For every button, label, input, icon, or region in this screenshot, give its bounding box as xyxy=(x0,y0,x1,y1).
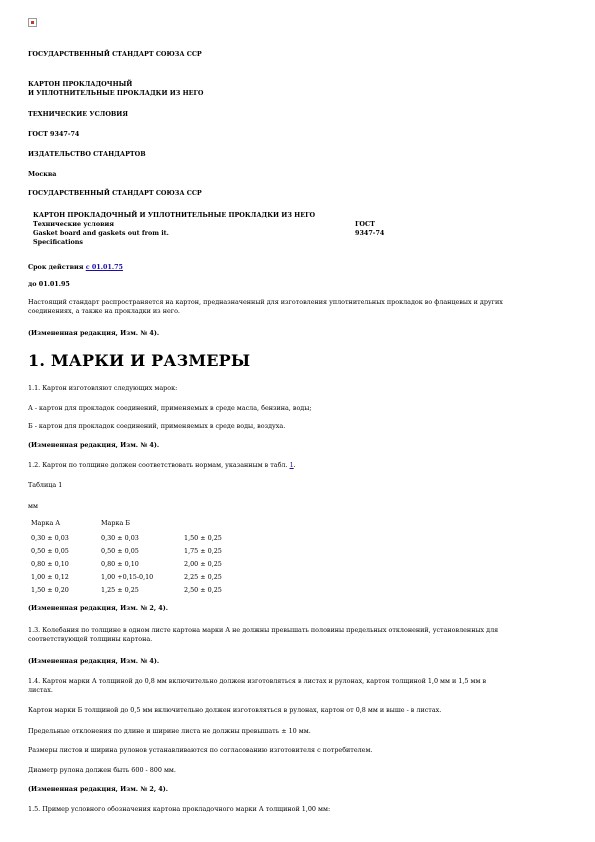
title-block-left-1: Технические условия xyxy=(33,220,114,228)
table-cell: 0,30 ± 0,03 xyxy=(31,534,69,542)
table-cell: 1,00 +0,15-0,10 xyxy=(101,573,154,581)
validity-to: до 01.01.95 xyxy=(28,280,70,288)
table-label: Таблица 1 xyxy=(28,481,63,489)
table-cell: 2,25 ± 0,25 xyxy=(184,573,222,581)
table-cell: 0,50 ± 0,05 xyxy=(31,547,69,555)
table-cell: 2,50 ± 0,25 xyxy=(184,586,222,594)
table-cell: 0,50 ± 0,05 xyxy=(101,547,139,555)
tech-conditions: ТЕХНИЧЕСКИЕ УСЛОВИЯ xyxy=(28,110,128,118)
table-cell: 0,30 ± 0,03 xyxy=(101,534,139,542)
table-header-cell: Марка А xyxy=(31,519,61,527)
table-header-cell: Марка Б xyxy=(101,519,130,527)
table-cell: 1,00 ± 0,12 xyxy=(31,573,69,581)
para-1-3-line1: 1.3. Колебания по толщине в одном листе картона марки А не должны превышать половины предельных отклонений, установленных для xyxy=(28,626,499,634)
title-block-title: КАРТОН ПРОКЛАДОЧНЫЙ И УПЛОТНИТЕЛЬНЫЕ ПРОКЛАДКИ ИЗ НЕГО xyxy=(33,211,316,219)
revision-note: (Измененная редакция, Изм. № 2, 4). xyxy=(28,785,169,793)
table-cell: 1,25 ± 0,25 xyxy=(101,586,139,594)
para-1-1-b: Б - картон для прокладок соединений, применяемых в среде воды, воздуха. xyxy=(28,422,286,430)
para-limits: Предельные отклонения по длине и ширине листа не должны превышать ± 10 мм. xyxy=(28,727,311,735)
para-diameter: Диаметр рулона должен быть 600 - 800 мм. xyxy=(28,766,176,774)
title-block-right-1: ГОСТ xyxy=(355,220,375,228)
para-sizes: Размеры листов и ширина рулонов устанавливаются по согласованию изготовителя с потребителем. xyxy=(28,746,373,754)
para-1-3-line2: соответствующей толщины картона. xyxy=(28,635,153,643)
table-cell: 2,00 ± 0,25 xyxy=(184,560,222,568)
revision-note: (Измененная редакция, Изм. № 4). xyxy=(28,441,160,449)
table-cell: 1,75 ± 0,25 xyxy=(184,547,222,555)
title-block-left-2: Gasket board and gaskets out from it. xyxy=(33,229,169,237)
section-heading: 1. МАРКИ И РАЗМЕРЫ xyxy=(28,351,251,370)
title-block-right-2: 9347-74 xyxy=(355,229,385,237)
broken-image-icon xyxy=(28,18,37,27)
state-standard-heading-2: ГОСУДАРСТВЕННЫЙ СТАНДАРТ СОЮЗА ССР xyxy=(28,189,202,197)
intro-line1: Настоящий стандарт распространяется на картон, предназначенный для изготовления уплотнительных прокладок во фланцевых и других xyxy=(28,298,503,306)
para-1-4-line2: листах. xyxy=(28,686,53,694)
table-cell: 0,80 ± 0,10 xyxy=(101,560,139,568)
table-cell: 1,50 ± 0,20 xyxy=(31,586,69,594)
revision-note: (Измененная редакция, Изм. № 2, 4). xyxy=(28,604,169,612)
revision-note: (Измененная редакция, Изм. № 4). xyxy=(28,657,160,665)
para-1-2-end: . xyxy=(293,461,296,469)
intro-line2: соединениях, а также на прокладки из него. xyxy=(28,307,180,315)
doc-title-line2: И УПЛОТНИТЕЛЬНЫЕ ПРОКЛАДКИ ИЗ НЕГО xyxy=(28,89,204,97)
city: Москва xyxy=(28,170,57,178)
gost-number: ГОСТ 9347-74 xyxy=(28,130,80,138)
table-unit: мм xyxy=(28,502,38,510)
validity-from-link[interactable]: с 01.01.75 xyxy=(85,263,123,271)
table-cell: 0,80 ± 0,10 xyxy=(31,560,69,568)
publisher: ИЗДАТЕЛЬСТВО СТАНДАРТОВ xyxy=(28,150,146,158)
para-1-2-text: 1.2. Картон по толщине должен соответствовать нормам, указанным в табл. xyxy=(28,461,290,469)
validity-line xyxy=(28,263,123,271)
para-1-2 xyxy=(28,461,296,469)
para-1-1-a: А - картон для прокладок соединений, применяемых в среде масла, бензина, воды; xyxy=(28,404,312,412)
title-block-left-3: Specifications xyxy=(33,238,84,246)
validity-label: Срок действия xyxy=(28,263,84,271)
thickness-table xyxy=(31,519,291,599)
state-standard-heading: ГОСУДАРСТВЕННЫЙ СТАНДАРТ СОЮЗА ССР xyxy=(28,50,202,58)
table-cell: 1,50 ± 0,25 xyxy=(184,534,222,542)
para-grade-b: Картон марки Б толщиной до 0,5 мм включительно должен изготовляться в рулонах, картон от 0,8 мм и выше - в листах. xyxy=(28,706,442,714)
revision-note: (Измененная редакция, Изм. № 4). xyxy=(28,329,160,337)
para-1-5: 1.5. Пример условного обозначения картона прокладочного марки А толщиной 1,00 мм: xyxy=(28,805,331,813)
doc-title-line1: КАРТОН ПРОКЛАДОЧНЫЙ xyxy=(28,80,133,88)
para-1-4-line1: 1.4. Картон марки А толщиной до 0,8 мм включительно должен изготовляться в листах и рулонах, картон толщиной 1,0 мм и 1,5 мм в xyxy=(28,677,487,685)
table-1-link[interactable]: 1 xyxy=(289,461,294,469)
para-1-1: 1.1. Картон изготовляют следующих марок: xyxy=(28,384,178,392)
